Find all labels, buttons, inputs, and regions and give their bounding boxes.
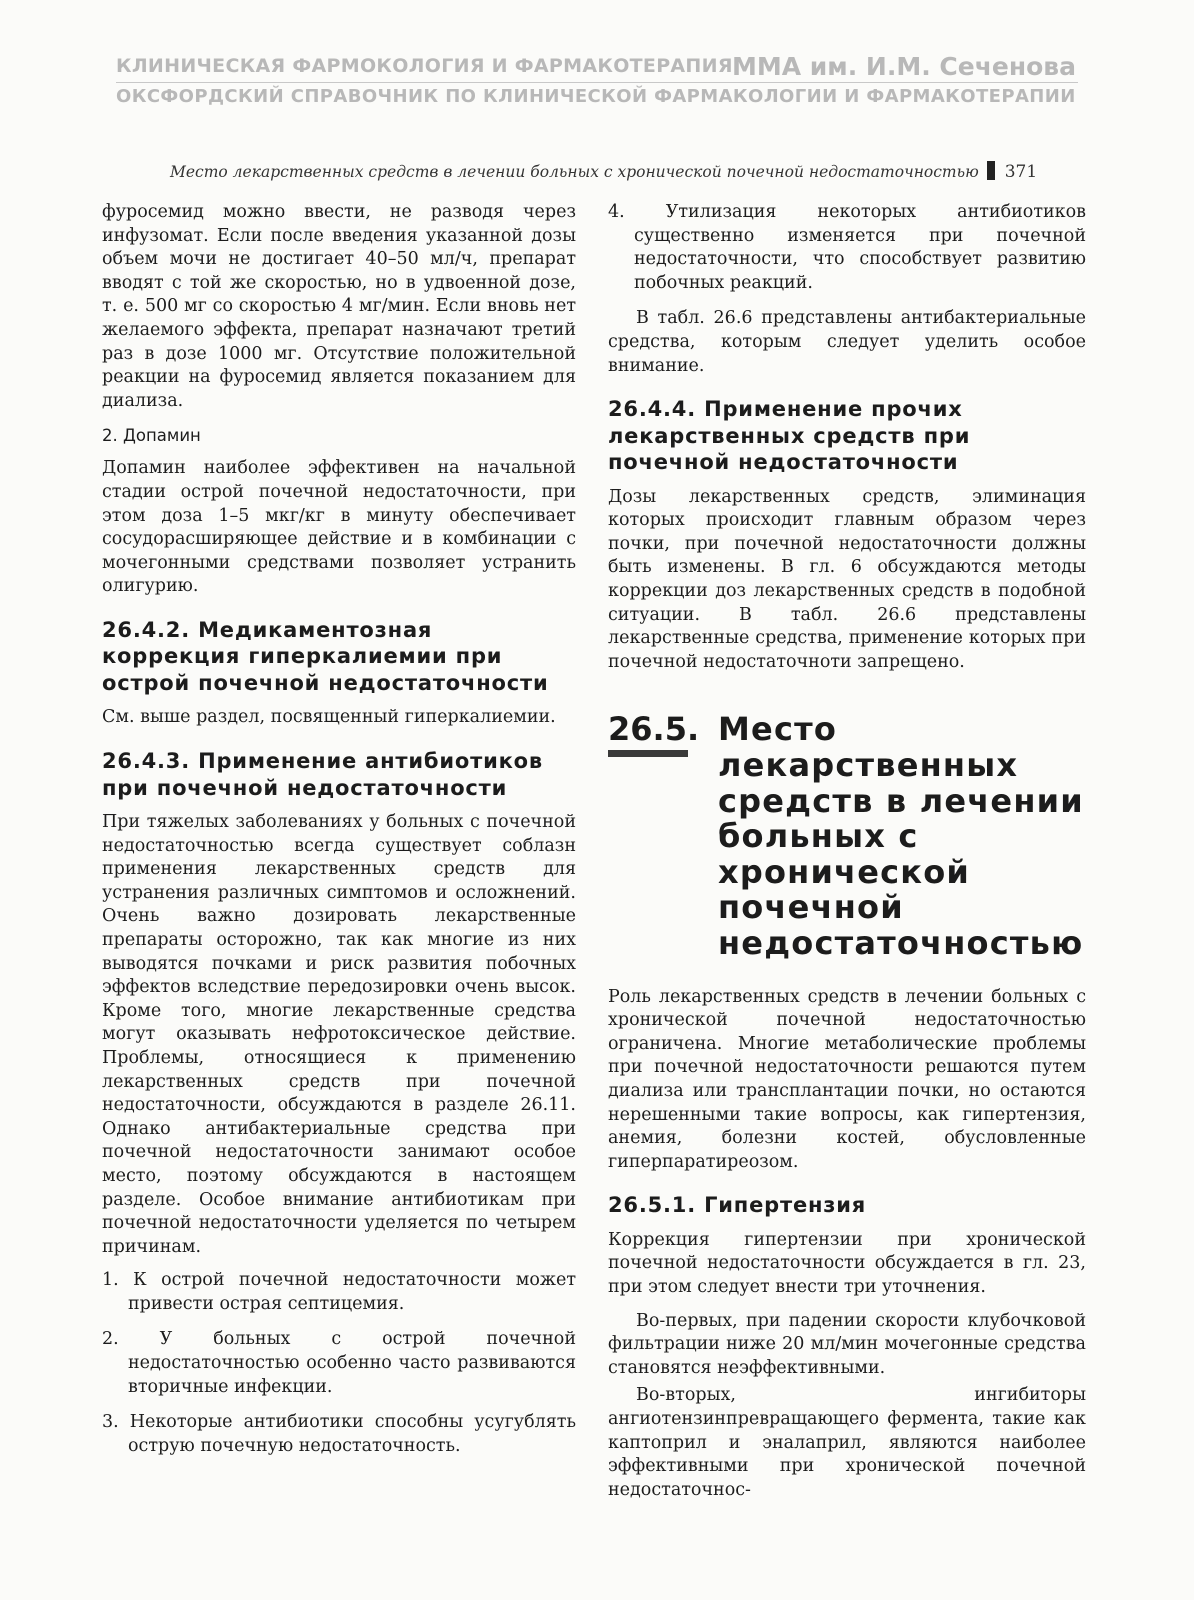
header-right: ММА им. И.М. Сеченова xyxy=(731,52,1076,81)
paragraph-second-point: Во-вторых, ингибиторы ангиотензинпревращающего фермента, такие как каптоприл и эналаприл, являются наиболее эффективными при хронической почечной недостаточнос- xyxy=(608,1385,1086,1500)
paragraph-doses: Дозы лекарственных средств, элиминация которых происходит главным образом через почки, при почечной недостаточности должны быть изменены. В гл. 6 обсуждаются методы коррекции доз лекарственных средств в подобной ситуации. В табл. 26.6 представлены лекарственные средства, применение которых при почечной недостаточноти запрещено. xyxy=(608,486,1086,672)
section-heading-26-4-2: 26.4.2. Медикаментозная коррекция гиперкалиемии при острой почечной недостаточности xyxy=(102,617,549,695)
running-head-bar xyxy=(987,161,995,180)
paragraph-role: Роль лекарственных средств в лечении больных с хронической почечной недостаточностью ограничена. Многие метаболические проблемы при почечной недостаточности решаются путем диализа или трансплантации почки, но остаются нерешенными такие вопросы, как гипертензия, анемия, болезни костей, обусловленные гиперпаратиреозом. xyxy=(608,986,1086,1172)
section-heading-26-4-4: 26.4.4. Применение прочих лекарственных средств при почечной недостаточности xyxy=(608,397,971,475)
running-head-title: Место лекарственных средств в лечении больных с хронической почечной недостаточностью xyxy=(170,163,979,181)
running-head xyxy=(170,161,1094,182)
paragraph-dopamine: Допамин наиболее эффективен на начальной стадии острой почечной недостаточности, при этом доза 1–5 мкг/кг в минуту обеспечивает сосудорасширяющее действие и в комбинации с мочегонными средствами позволяет устранить олигурию. xyxy=(102,458,576,597)
header-left: КЛИНИЧЕСКАЯ ФАРМОКОЛОГИЯ И ФАРМАКОТЕРАПИЯ xyxy=(116,55,733,77)
list-item: 4. Утилизация некоторых антибиотиков существенно изменяется при почечной недостаточности, что способствует развитию побочных реакций. xyxy=(608,202,1086,293)
page-header xyxy=(116,52,1076,82)
section-heading-26-5-1: 26.5.1. Гипертензия xyxy=(608,1193,867,1218)
paragraph-furosemide: фуросемид можно ввести, не разводя через инфузомат. Если после введения указанной дозы объем мочи не достигает 40–50 мл/ч, препарат вводят с той же скоростью, но в удвоенной дозе, т. е. 500 мг со скоростью 4 мг/мин. Если вновь нет желаемого эффекта, препарат назначают третий раз в дозе 1000 мг. Отсутствие положительной реакции на фуросемид является показанием для диализа. xyxy=(102,202,576,411)
list-item: 3. Некоторые антибиотики способны усугублять острую почечную недостаточность. xyxy=(102,1412,576,1456)
section-heading-26-4-3: 26.4.3. Применение антибиотиков при почечной недостаточности xyxy=(102,749,543,800)
section-number-underline xyxy=(608,750,688,757)
paragraph-first-point: Во-первых, при падении скорости клубочковой фильтрации ниже 20 мл/мин мочегонные средства становятся неэффективными. xyxy=(608,1310,1086,1378)
paragraph-antibiotics: При тяжелых заболеваниях у больных с почечной недостаточностью всегда существует соблазн применения лекарственных средств для устранения различных симптомов и осложнений. Очень важно дозировать лекарственные препараты осторожно, так как многие из них выводятся почками и риск развития побочных эффектов вследствие передозировки очень высок. Кроме того, многие лекарственные средства могут оказывать нефротоксическое действие. Проблемы, относящиеся к применению лекарственных средств при почечной недостаточности, обсуждаются в разделе 26.11. Однако антибактериальные средства при почечной недостаточности занимают особое место, поэтому обсуждаются в настоящем разделе. Особое внимание антибиотикам при почечной недостаточности уделяется по четырем причинам. xyxy=(102,812,576,1257)
paragraph-table-ref: В табл. 26.6 представлены антибактериальные средства, которым следует уделить особое внимание. xyxy=(608,308,1086,376)
section-number: 26.5. xyxy=(608,710,700,749)
list-item: 1. К острой почечной недостаточности может привести острая септицемия. xyxy=(102,1270,576,1314)
right-column xyxy=(608,201,1086,1506)
paragraph-see-above: См. выше раздел, посвященный гиперкалиемии. xyxy=(102,707,556,728)
header-subtitle: ОКСФОРДСКИЙ СПРАВОЧНИК ПО КЛИНИЧЕСКОЙ ФАРМАКОЛОГИИ И ФАРМАКОТЕРАПИИ xyxy=(116,86,1076,107)
section-title: Место лекарственных средств в лечении больных с хронической почечной недостаточностью xyxy=(718,710,1084,962)
dopamine-heading: 2. Допамин xyxy=(102,426,201,446)
header-rule xyxy=(116,82,1078,83)
paragraph-hypertension: Коррекция гипертензии при хронической почечной недостаточности обсуждается в гл. 23, при этом следует внести три уточнения. xyxy=(608,1229,1086,1297)
page-number: 371 xyxy=(1004,162,1038,182)
section-heading-26-5 xyxy=(608,712,1086,961)
list-item: 2. У больных с острой почечной недостаточностью особенно часто развиваются вторичные инфекции. xyxy=(102,1329,576,1397)
left-column xyxy=(102,201,576,1470)
